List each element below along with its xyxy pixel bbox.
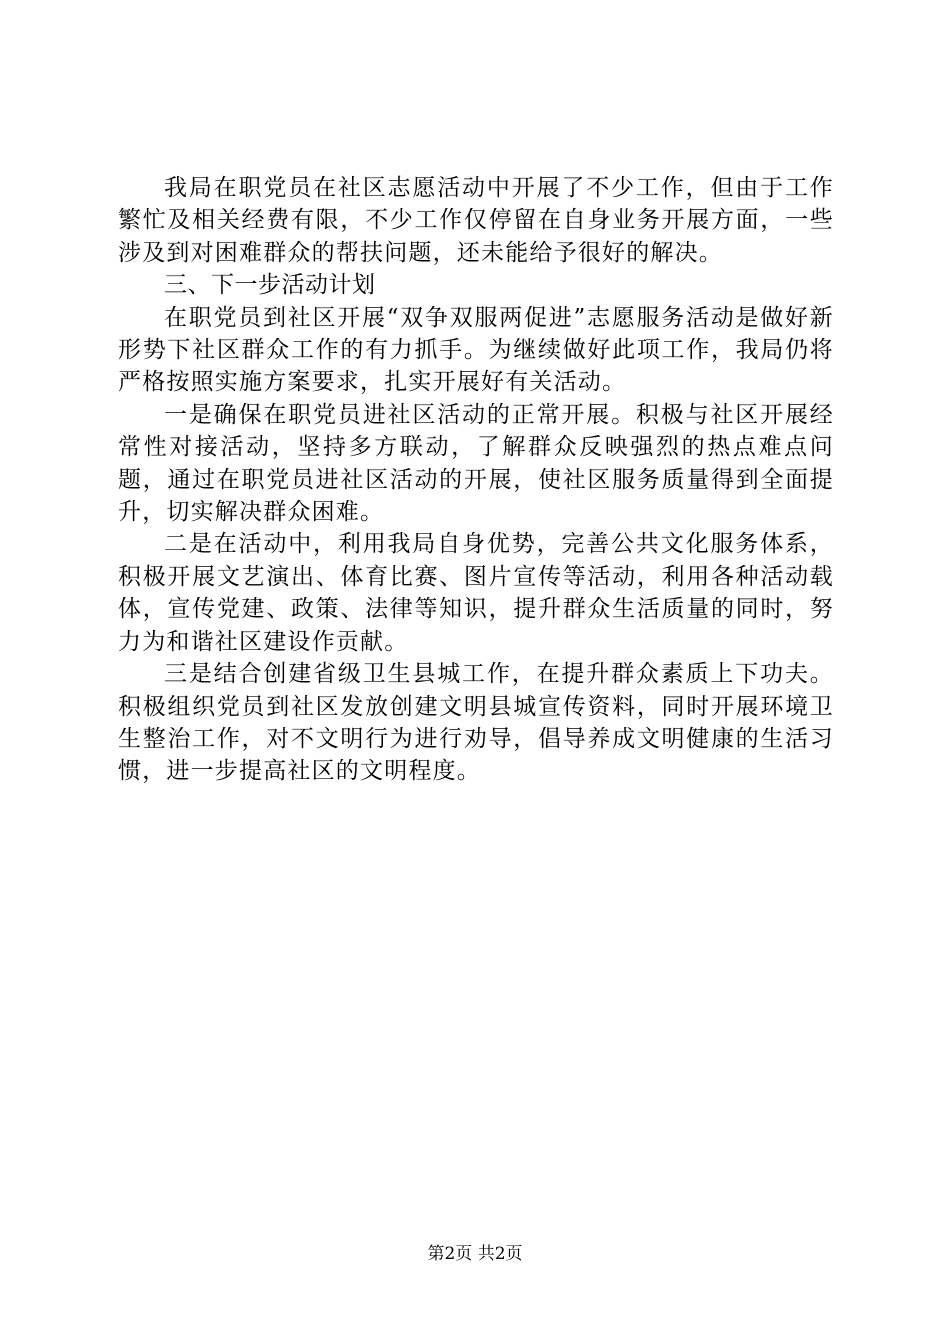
paragraph-plan-item-3: 三是结合创建省级卫生县城工作，在提升群众素质上下功夫。积极组织党员到社区发放创建文明县城宣传资料，同时开展环境卫生整治工作，对不文明行为进行劝导，倡导养成文明健康的生活习惯，进一步提高社区的文明程度。	[118, 661, 834, 785]
paragraph-plan-item-1: 一是确保在职党员进社区活动的正常开展。积极与社区开展经常性对接活动，坚持多方联动，了解群众反映强烈的热点难点问题，通过在职党员进社区活动的开展，使社区服务质量得到全面提升，切实解决群众困难。	[118, 401, 834, 526]
paragraph-summary: 我局在职党员在社区志愿活动中开展了不少工作，但由于工作繁忙及相关经费有限，不少工作仅停留在自身业务开展方面，一些涉及到对困难群众的帮扶问题，还未能给予很好的解决。	[118, 175, 834, 266]
document-body	[118, 172, 834, 788]
paragraph-plan-intro: 在职党员到社区开展“双争双服两促进”志愿服务活动是做好新形势下社区群众工作的有力抓手。为继续做好此项工作，我局仍将严格按照实施方案要求，扎实开展好有关活动。	[118, 304, 834, 396]
paragraph-plan-item-2: 二是在活动中，利用我局自身优势，完善公共文化服务体系，积极开展文艺演出、体育比赛、图片宣传等活动，利用各种活动载体，宣传党建、政策、法律等知识，提升群众生活质量的同时，努力为和谐社区建设作贡献。	[118, 531, 834, 655]
section-heading: 三、下一步活动计划	[164, 272, 376, 299]
page-number-footer: 第2页 共2页	[427, 1244, 523, 1264]
